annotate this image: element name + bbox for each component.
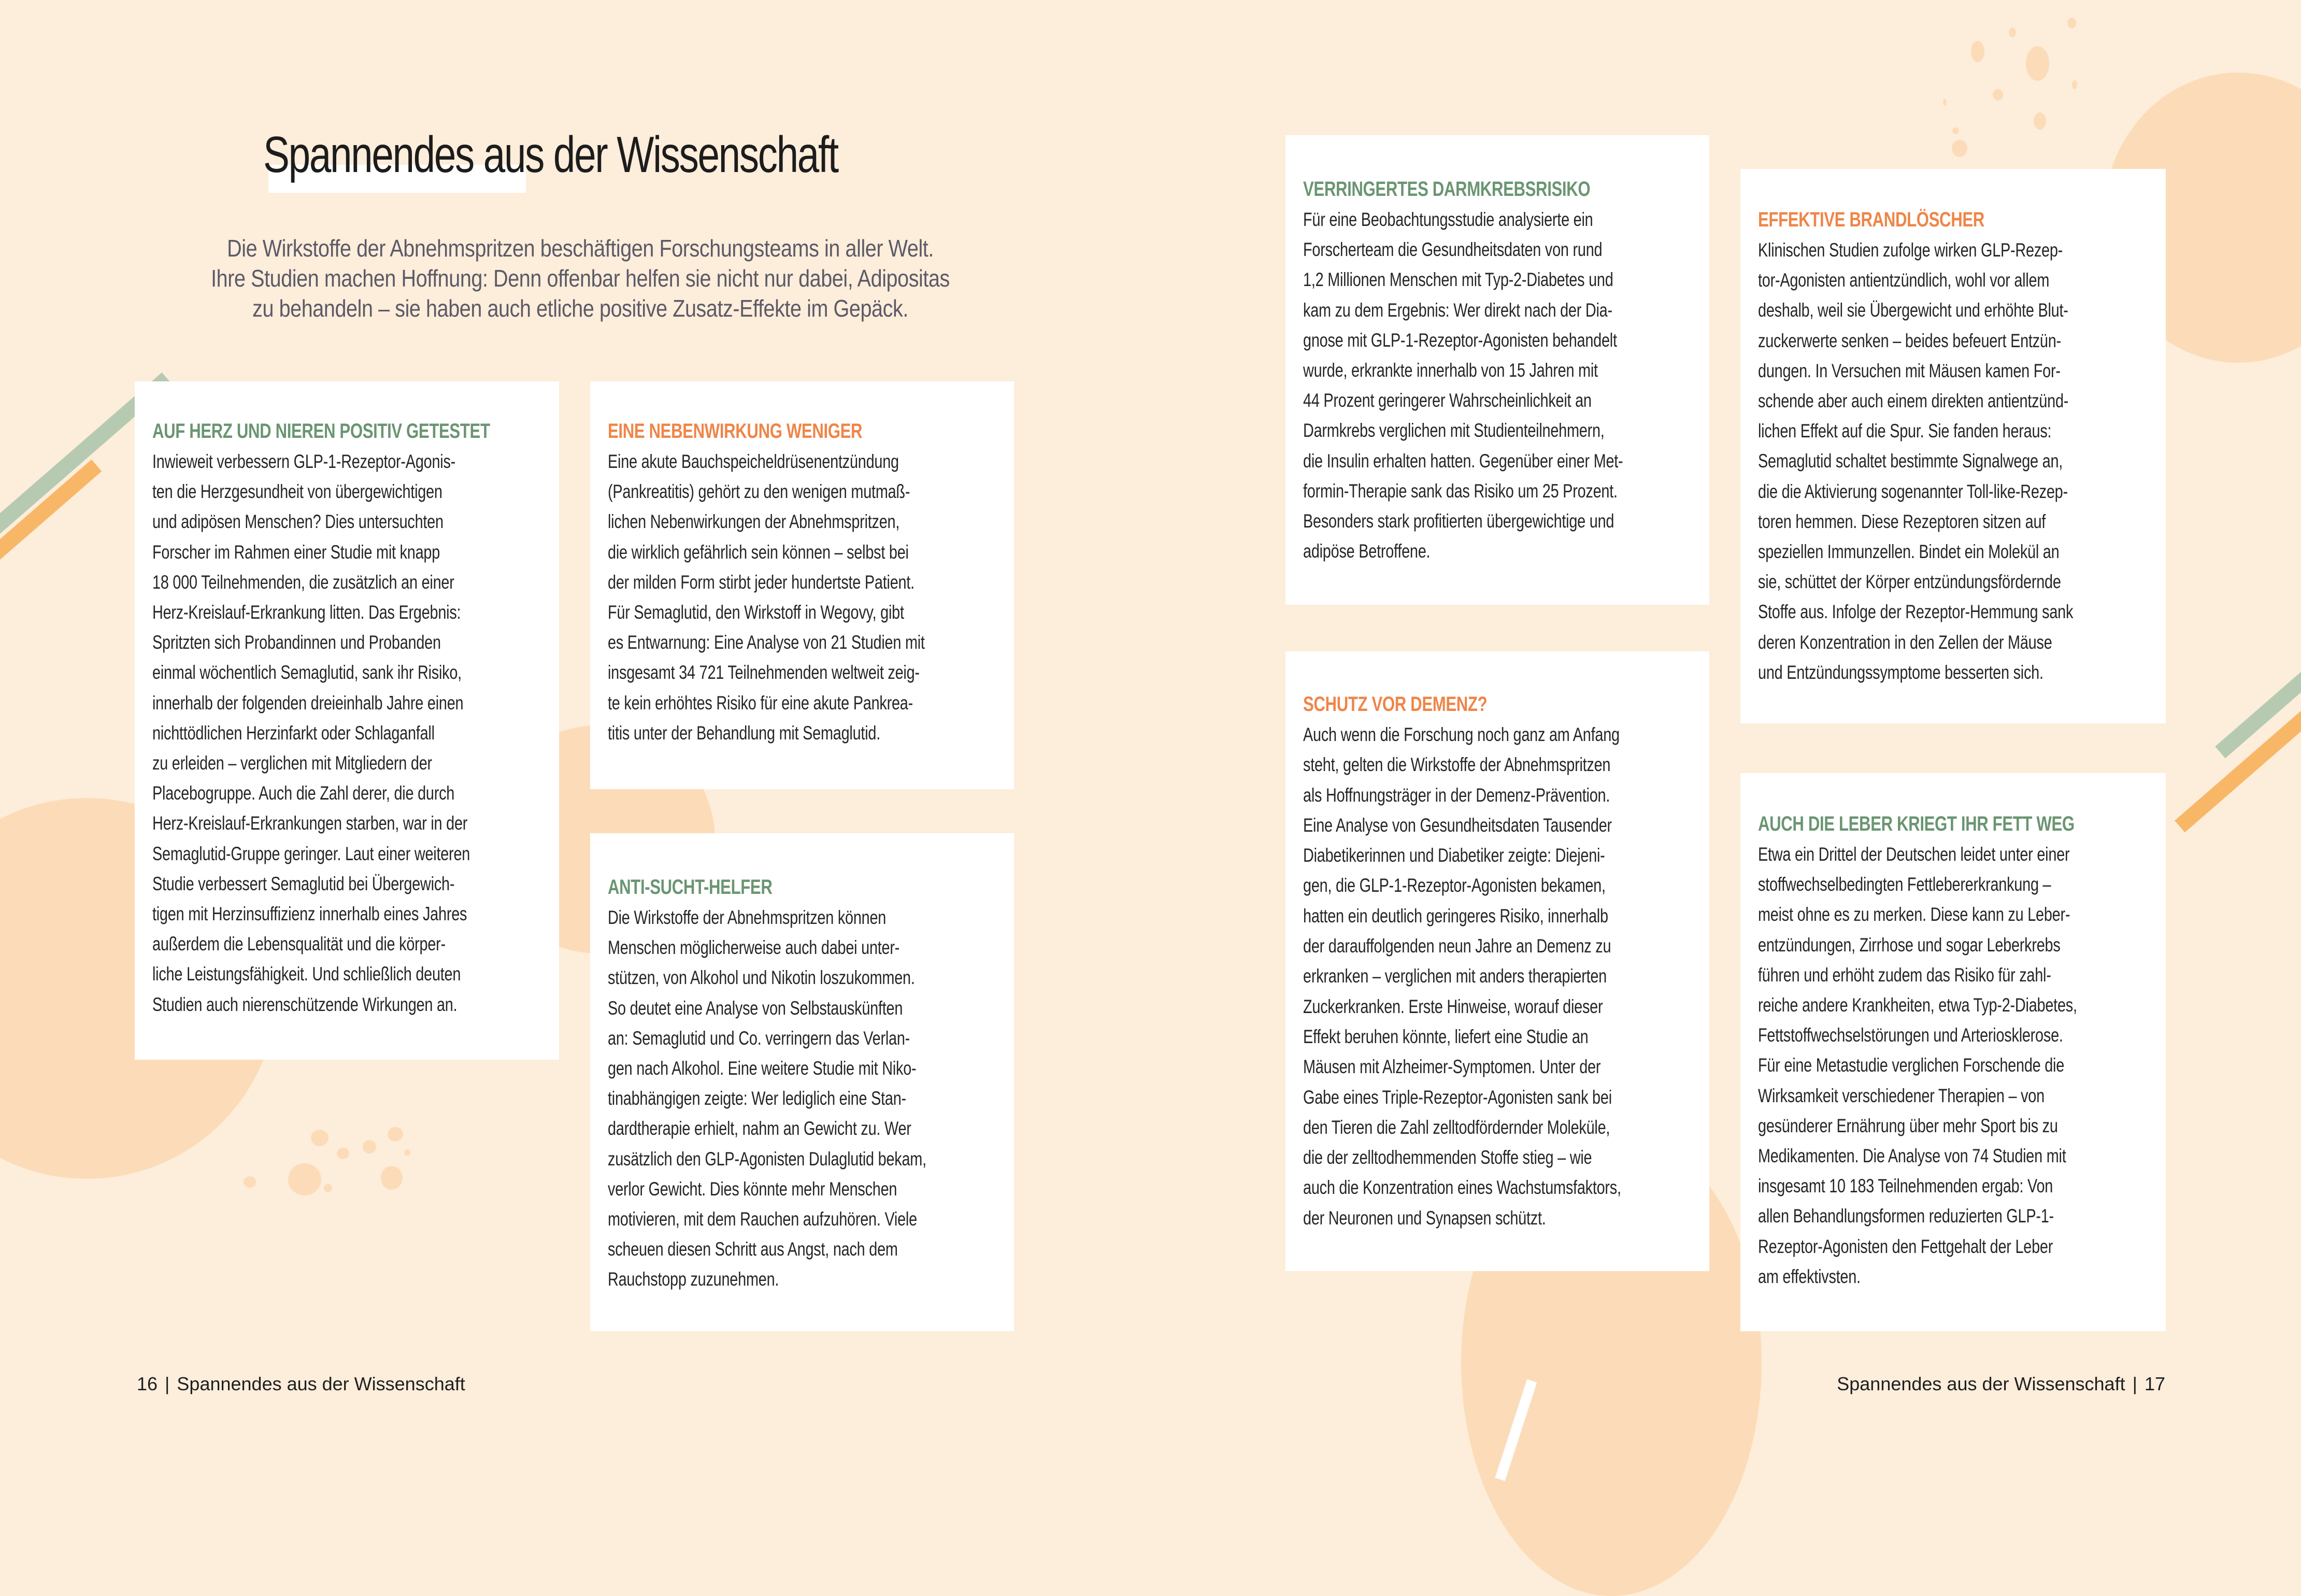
card-body-line: Eine Analyse von Gesundheitsdaten Tausender bbox=[1303, 814, 1612, 836]
running-header: Spannendes aus der Wissenschaft bbox=[177, 1373, 465, 1394]
decorative-dot bbox=[2026, 46, 2049, 81]
card-body bbox=[1303, 720, 1691, 1233]
card-body-line: stoffwechselbedingten Fettlebererkrankung – bbox=[1758, 874, 2051, 895]
card-body-line: hatten ein deutlich geringeres Risiko, innerhalb bbox=[1303, 905, 1608, 927]
card-body-line: an: Semaglutid und Co. verringern das Verlan- bbox=[608, 1027, 910, 1049]
card-body-line: zuckerwerte senken – beides befeuert Entzün- bbox=[1758, 330, 2061, 351]
card-body-line: deren Konzentration in den Zellen der Mäuse bbox=[1758, 631, 2052, 653]
decorative-dot bbox=[1971, 41, 1984, 62]
card-body-line: gen, die GLP-1-Rezeptor-Agonisten bekamen, bbox=[1303, 875, 1606, 896]
card-body-line: Herz-Kreislauf-Erkrankung litten. Das Ergebnis: bbox=[152, 602, 461, 623]
card-body-line: reiche andere Krankheiten, etwa Typ-2-Diabetes, bbox=[1758, 994, 2077, 1016]
card-body-line: kam zu dem Ergebnis: Wer direkt nach der Dia- bbox=[1303, 299, 1612, 321]
decorative-dot bbox=[388, 1127, 403, 1142]
card-body bbox=[1758, 839, 2148, 1292]
article-card-anti-sucht bbox=[590, 833, 1014, 1331]
article-card-darmkrebs bbox=[1285, 135, 1709, 605]
decorative-dot bbox=[404, 1149, 410, 1156]
card-body-line: und adipösen Menschen? Dies untersuchten bbox=[152, 511, 444, 533]
card-body-line: Besonders stark profitierten übergewichtige und bbox=[1303, 510, 1614, 532]
card-body-line: Mäusen mit Alzheimer-Symptomen. Unter der bbox=[1303, 1056, 1601, 1078]
card-body-line: tinabhängigen zeigte: Wer lediglich eine Stan- bbox=[608, 1088, 906, 1109]
card-body-line: liche Leistungsfähigkeit. Und schließlich deuten bbox=[152, 963, 461, 985]
decorative-dot bbox=[2072, 80, 2077, 89]
decorative-dot bbox=[244, 1176, 256, 1188]
card-body-line: Forscher im Rahmen einer Studie mit knapp bbox=[152, 541, 440, 563]
decorative-dot bbox=[1943, 99, 1947, 106]
card-body-line: innerhalb der folgenden dreieinhalb Jahre einen bbox=[152, 692, 464, 714]
card-body-line: So deutet eine Analyse von Selbstauskünften bbox=[608, 997, 903, 1019]
footer-separator: | bbox=[165, 1373, 170, 1394]
card-body-line: tigen mit Herzinsuffizienz innerhalb eines Jahres bbox=[152, 903, 467, 925]
card-body-line: steht, gelten die Wirkstoffe der Abnehmspritzen bbox=[1303, 754, 1611, 776]
card-body-line: 1,2 Millionen Menschen mit Typ-2-Diabetes und bbox=[1303, 269, 1613, 291]
card-body-line: tor-Agonisten antientzündlich, wohl vor allem bbox=[1758, 269, 2050, 291]
card-body-line: adipöse Betroffene. bbox=[1303, 540, 1431, 562]
card-body-line: und Entzündungssymptome besserten sich. bbox=[1758, 661, 2043, 683]
card-body-line: Stoffe aus. Infolge der Rezeptor-Hemmung sank bbox=[1758, 601, 2074, 623]
card-body-line: Studie verbessert Semaglutid bei Übergewich- bbox=[152, 873, 455, 894]
card-body-line: stützen, von Alkohol und Nikotin loszukommen. bbox=[608, 967, 915, 989]
card-body-line: Für Semaglutid, den Wirkstoff in Wegovy, gibt bbox=[608, 602, 904, 623]
card-body-line: am effektivsten. bbox=[1758, 1265, 1861, 1287]
card-body-line: der Neuronen und Synapsen schützt. bbox=[1303, 1207, 1546, 1229]
card-body-line: te kein erhöhtes Risiko für eine akute Pankrea- bbox=[608, 692, 913, 714]
card-body-line: die die Aktivierung sogenannter Toll-like-Rezep- bbox=[1758, 480, 2068, 502]
card-body-line: allen Behandlungsformen reduzierten GLP-1- bbox=[1758, 1205, 2054, 1227]
running-header: Spannendes aus der Wissenschaft bbox=[1837, 1373, 2125, 1394]
card-heading: AUCH DIE LEBER KRIEGT IHR FETT WEG bbox=[1758, 813, 2075, 835]
decorative-dot bbox=[2009, 27, 2016, 37]
decorative-stripe-orange-right bbox=[2175, 698, 2301, 832]
card-body-line: Forscherteam die Gesundheitsdaten von rund bbox=[1303, 239, 1603, 261]
card-body bbox=[152, 447, 541, 1020]
card-body-line: Eine akute Bauchspeicheldrüsenentzündung bbox=[608, 451, 899, 472]
card-body bbox=[608, 447, 996, 748]
article-card-leber bbox=[1740, 773, 2166, 1331]
card-body-line: lichen Nebenwirkungen der Abnehmspritzen, bbox=[608, 511, 900, 533]
card-body-line: Darmkrebs verglichen mit Studienteilnehmern, bbox=[1303, 420, 1605, 441]
card-body-line: Effekt beruhen könnte, liefert eine Studie an bbox=[1303, 1025, 1589, 1047]
card-body-line: auch die Konzentration eines Wachstumsfaktors, bbox=[1303, 1177, 1621, 1199]
decorative-dot bbox=[324, 1184, 332, 1192]
card-body-line: dungen. In Versuchen mit Mäusen kamen For- bbox=[1758, 360, 2061, 381]
footer-separator: | bbox=[2132, 1373, 2137, 1394]
card-body-line: formin-Therapie sank das Risiko um 25 Prozent. bbox=[1303, 480, 1618, 502]
article-card-brandloescher bbox=[1740, 169, 2166, 723]
decorative-dot bbox=[2034, 112, 2046, 130]
card-body-line: Placebogruppe. Auch die Zahl derer, die durch bbox=[152, 782, 455, 804]
card-body bbox=[1758, 235, 2148, 688]
card-heading: AUF HERZ UND NIEREN POSITIV GETESTET bbox=[152, 420, 490, 443]
article-card-nebenwirkung bbox=[590, 381, 1014, 789]
card-body-line: führen und erhöht zudem das Risiko für zahl- bbox=[1758, 964, 2051, 986]
card-body-line: Etwa ein Drittel der Deutschen leidet unter einer bbox=[1758, 844, 2070, 865]
article-card-demenz bbox=[1285, 651, 1709, 1271]
card-body-line: die der zelltodhemmenden Stoffe stieg – wie bbox=[1303, 1147, 1592, 1168]
page-number: 16 bbox=[137, 1373, 158, 1394]
page-number: 17 bbox=[2144, 1373, 2165, 1394]
decorative-dot bbox=[1952, 140, 1967, 157]
card-body-line: meist ohne es zu merken. Diese kann zu Leber- bbox=[1758, 904, 2070, 925]
card-body bbox=[608, 903, 996, 1295]
card-body-line: Rauchstopp zuzunehmen. bbox=[608, 1269, 779, 1290]
card-body-line: zu erleiden – verglichen mit Mitgliedern der bbox=[152, 752, 432, 774]
card-body-line: die wirklich gefährlich sein können – selbst bei bbox=[608, 541, 909, 563]
card-body-line: den Tieren die Zahl zelltodfördernder Moleküle, bbox=[1303, 1116, 1610, 1138]
page-title: Spannendes aus der Wissenschaft bbox=[263, 126, 838, 183]
decorative-dot bbox=[381, 1166, 403, 1190]
article-card-herz-nieren bbox=[135, 381, 559, 1060]
card-body-line: Zuckerkranken. Erste Hinweise, worauf dieser bbox=[1303, 995, 1603, 1017]
card-body-line: insgesamt 34 721 Teilnehmenden weltweit zeig- bbox=[608, 662, 920, 683]
card-body-line: speziellen Immunzellen. Bindet ein Molekül an bbox=[1758, 541, 2060, 563]
card-heading: ANTI-SUCHT-HELFER bbox=[608, 876, 773, 899]
card-body-line: 18 000 Teilnehmenden, die zusätzlich an einer bbox=[152, 571, 454, 593]
card-body-line: dardtherapie erhielt, nahm an Gewicht zu. Wer bbox=[608, 1118, 911, 1139]
intro-paragraph bbox=[140, 233, 1021, 323]
card-body-line: sie, schüttet der Körper entzündungsfördernde bbox=[1758, 571, 2061, 593]
card-body-line: Auch wenn die Forschung noch ganz am Anfang bbox=[1303, 724, 1620, 745]
card-body-line: insgesamt 10 183 Teilnehmenden ergab: Von bbox=[1758, 1175, 2053, 1197]
card-body-line: lichen Effekt auf die Spur. Sie fanden heraus: bbox=[1758, 420, 2052, 442]
card-body-line: gesünderer Ernährung über mehr Sport bis zu bbox=[1758, 1115, 2058, 1136]
decorative-dot bbox=[311, 1130, 328, 1146]
card-heading: VERRINGERTES DARMKREBSRISIKO bbox=[1303, 178, 1591, 201]
card-body-line: einmal wöchentlich Semaglutid, sank ihr Risiko, bbox=[152, 662, 462, 683]
card-body-line: toren hemmen. Diese Rezeptoren sitzen auf bbox=[1758, 510, 2046, 532]
card-body-line: entzündungen, Zirrhose und sogar Leberkrebs bbox=[1758, 934, 2061, 956]
card-body-line: Studien auch nierenschützende Wirkungen an. bbox=[152, 993, 458, 1015]
card-body-line: Spritzten sich Probandinnen und Probanden bbox=[152, 632, 441, 653]
card-body-line: nichttödlichen Herzinfarkt oder Schlaganfall bbox=[152, 722, 435, 744]
decorative-dot bbox=[363, 1140, 376, 1153]
card-body-line: die Insulin erhalten hatten. Gegenüber einer Met- bbox=[1303, 450, 1623, 472]
card-heading: EINE NEBENWIRKUNG WENIGER bbox=[608, 420, 863, 443]
intro-line: Die Wirkstoffe der Abnehmspritzen beschäftigen Forschungsteams in aller Welt. bbox=[227, 235, 934, 262]
card-body-line: deshalb, weil sie Übergewicht und erhöhte Blut- bbox=[1758, 300, 2068, 321]
intro-line: Ihre Studien machen Hoffnung: Denn offenbar helfen sie nicht nur dabei, Adipositas bbox=[211, 265, 950, 292]
card-body-line: außerdem die Lebensqualität und die körper- bbox=[152, 933, 446, 955]
card-body-line: erkranken – verglichen mit anders therapierten bbox=[1303, 965, 1607, 987]
card-body-line: gen nach Alkohol. Eine weitere Studie mit Niko- bbox=[608, 1058, 917, 1079]
card-body-line: als Hoffnungsträger in der Demenz-Prävention. bbox=[1303, 784, 1610, 806]
card-body-line: zusätzlich den GLP-Agonisten Dulaglutid bekam, bbox=[608, 1148, 926, 1170]
footer-right bbox=[1837, 1373, 2165, 1395]
decorative-dot bbox=[288, 1163, 321, 1195]
decorative-dot bbox=[1952, 127, 1959, 134]
card-body-line: es Entwarnung: Eine Analyse von 21 Studien mit bbox=[608, 632, 925, 653]
card-body-line: Diabetikerinnen und Diabetiker zeigte: Diejeni- bbox=[1303, 845, 1605, 866]
card-body-line: gnose mit GLP-1-Rezeptor-Agonisten behandelt bbox=[1303, 329, 1617, 351]
card-body-line: Die Wirkstoffe der Abnehmspritzen können bbox=[608, 907, 887, 928]
card-heading: EFFEKTIVE BRANDLÖSCHER bbox=[1758, 208, 1984, 231]
card-body-line: ten die Herzgesundheit von übergewichtigen bbox=[152, 481, 442, 503]
card-body-line: (Pankreatitis) gehört zu den wenigen mutmaß- bbox=[608, 481, 910, 503]
card-body bbox=[1303, 205, 1691, 566]
card-body-line: scheuen diesen Schritt aus Angst, nach dem bbox=[608, 1238, 898, 1260]
card-body-line: Wirksamkeit verschiedener Therapien – von bbox=[1758, 1085, 2045, 1106]
card-body-line: Rezeptor-Agonisten den Fettgehalt der Leber bbox=[1758, 1235, 2053, 1257]
decorative-stripe-green-right bbox=[2215, 658, 2301, 758]
card-body-line: wurde, erkrankte innerhalb von 15 Jahren mit bbox=[1303, 360, 1598, 381]
card-body-line: Für eine Beobachtungsstudie analysierte ein bbox=[1303, 209, 1593, 230]
card-body-line: Menschen möglicherweise auch dabei unter- bbox=[608, 937, 900, 959]
card-heading: SCHUTZ VOR DEMENZ? bbox=[1303, 693, 1488, 716]
card-body-line: Klinischen Studien zufolge wirken GLP-Rezep- bbox=[1758, 239, 2063, 261]
card-body-line: Semaglutid schaltet bestimmte Signalwege an, bbox=[1758, 450, 2063, 472]
card-body-line: Fettstoffwechselstörungen und Arteriosklerose. bbox=[1758, 1024, 2063, 1046]
footer-left bbox=[137, 1373, 465, 1395]
card-body-line: Gabe eines Triple-Rezeptor-Agonisten sank bei bbox=[1303, 1086, 1612, 1108]
decorative-dot bbox=[337, 1148, 349, 1159]
card-body-line: 44 Prozent geringerer Wahrscheinlichkeit an bbox=[1303, 390, 1592, 411]
page-title-block bbox=[263, 127, 999, 183]
card-body-line: Medikamenten. Die Analyse von 74 Studien mit bbox=[1758, 1145, 2066, 1167]
card-body-line: titis unter der Behandlung mit Semaglutid. bbox=[608, 722, 880, 744]
decorative-dot bbox=[2067, 18, 2076, 28]
card-body-line: verlor Gewicht. Dies könnte mehr Menschen bbox=[608, 1178, 897, 1200]
card-body-line: Inwieweit verbessern GLP-1-Rezeptor-Agonis- bbox=[152, 451, 456, 472]
intro-line: zu behandeln – sie haben auch etliche positive Zusatz-Effekte im Gepäck. bbox=[252, 295, 908, 322]
decorative-dot bbox=[1993, 89, 2003, 101]
card-body-line: Semaglutid-Gruppe geringer. Laut einer weiteren bbox=[152, 843, 470, 864]
card-body-line: motivieren, mit dem Rauchen aufzuhören. Viele bbox=[608, 1208, 917, 1230]
card-body-line: der darauffolgenden neun Jahre an Demenz zu bbox=[1303, 935, 1611, 957]
card-body-line: Herz-Kreislauf-Erkrankungen starben, war in der bbox=[152, 813, 468, 834]
card-body-line: schende aber auch einem direkten antientzünd- bbox=[1758, 390, 2069, 412]
card-body-line: Für eine Metastudie verglichen Forschende die bbox=[1758, 1054, 2065, 1076]
card-body-line: der milden Form stirbt jeder hundertste Patient. bbox=[608, 571, 914, 593]
